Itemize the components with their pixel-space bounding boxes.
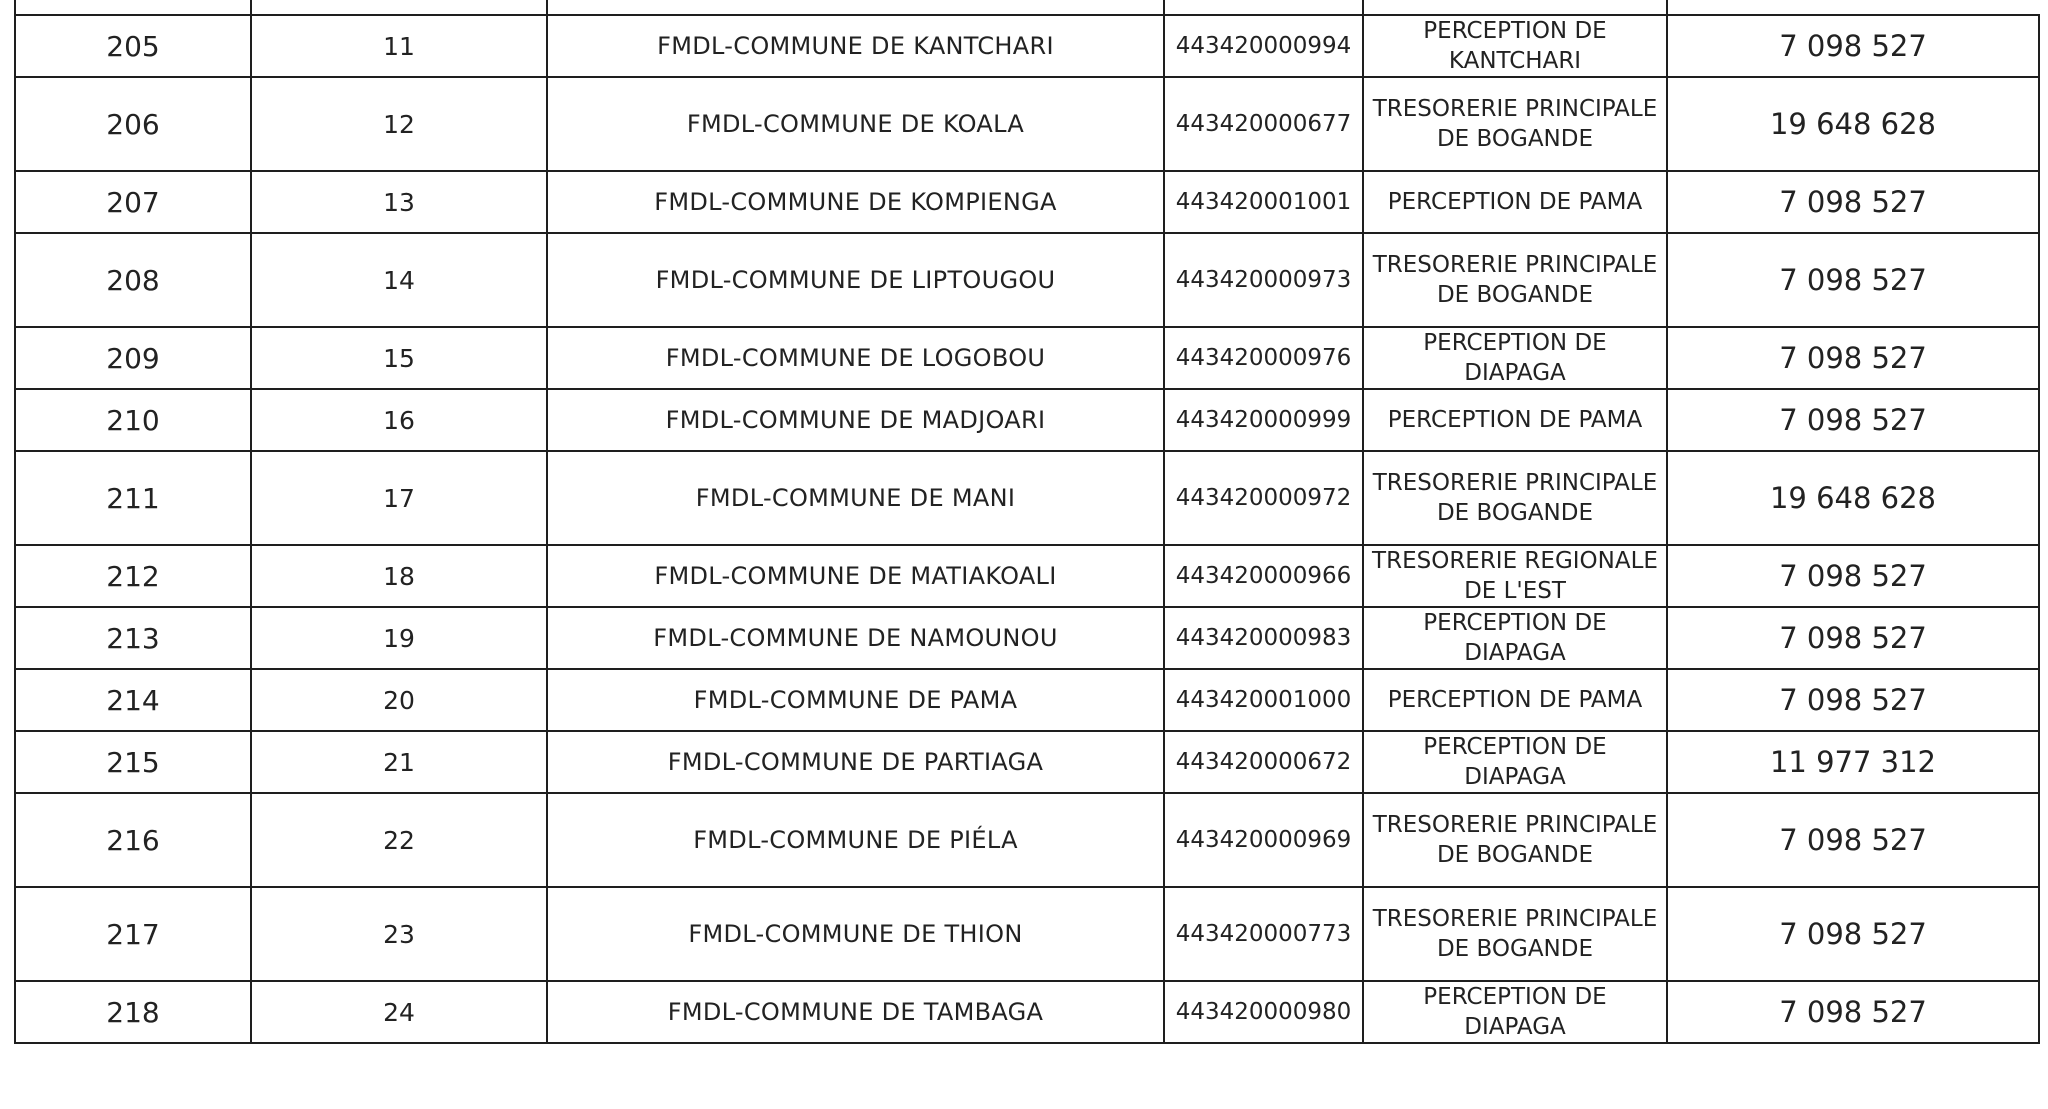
row-number-cell: 209: [15, 327, 251, 389]
amount-cell: 7 098 527: [1667, 171, 2039, 233]
table-row: [15, 451, 2039, 545]
table-body: [15, 0, 2039, 1043]
table-row: [15, 77, 2039, 171]
commune-name-cell: FMDL-COMMUNE DE LIPTOUGOU: [547, 233, 1164, 327]
row-index-cell: 14: [251, 233, 547, 327]
account-number-cell: 443420000999: [1164, 389, 1363, 451]
table-row: [15, 389, 2039, 451]
amount-cell: 19 648 628: [1667, 451, 2039, 545]
row-index-cell: 11: [251, 15, 547, 77]
commune-name-cell: FMDL-COMMUNE DE KOMPIENGA: [547, 171, 1164, 233]
treasury-office-cell: PERCEPTION DE DIAPAGA: [1363, 327, 1667, 389]
stub-cell: [1164, 0, 1363, 15]
amount-cell: 11 977 312: [1667, 731, 2039, 793]
row-number-cell: 208: [15, 233, 251, 327]
commune-name-cell: FMDL-COMMUNE DE TAMBAGA: [547, 981, 1164, 1043]
stub-cell: [1667, 0, 2039, 15]
table-row: [15, 607, 2039, 669]
row-index-cell: 12: [251, 77, 547, 171]
account-number-cell: 443420000973: [1164, 233, 1363, 327]
treasury-office-cell: PERCEPTION DE PAMA: [1363, 171, 1667, 233]
treasury-office-cell: TRESORERIE PRINCIPALE DE BOGANDE: [1363, 887, 1667, 981]
row-index-cell: 21: [251, 731, 547, 793]
row-index-cell: 22: [251, 793, 547, 887]
row-number-cell: 216: [15, 793, 251, 887]
commune-allocation-table: [14, 0, 2040, 1044]
table-row-continuation: [15, 0, 2039, 15]
account-number-cell: 443420000972: [1164, 451, 1363, 545]
amount-cell: 7 098 527: [1667, 607, 2039, 669]
account-number-cell: 443420000672: [1164, 731, 1363, 793]
stub-cell: [1363, 0, 1667, 15]
table-row: [15, 15, 2039, 77]
commune-name-cell: FMDL-COMMUNE DE PIÉLA: [547, 793, 1164, 887]
treasury-office-cell: TRESORERIE PRINCIPALE DE BOGANDE: [1363, 793, 1667, 887]
table-row: [15, 981, 2039, 1043]
row-number-cell: 206: [15, 77, 251, 171]
table-row: [15, 327, 2039, 389]
table-row: [15, 233, 2039, 327]
amount-cell: 7 098 527: [1667, 327, 2039, 389]
treasury-office-cell: PERCEPTION DE DIAPAGA: [1363, 607, 1667, 669]
commune-name-cell: FMDL-COMMUNE DE THION: [547, 887, 1164, 981]
account-number-cell: 443420000983: [1164, 607, 1363, 669]
account-number-cell: 443420001000: [1164, 669, 1363, 731]
treasury-office-cell: TRESORERIE PRINCIPALE DE BOGANDE: [1363, 233, 1667, 327]
commune-name-cell: FMDL-COMMUNE DE MANI: [547, 451, 1164, 545]
row-index-cell: 23: [251, 887, 547, 981]
table-row: [15, 887, 2039, 981]
amount-cell: 7 098 527: [1667, 15, 2039, 77]
row-index-cell: 18: [251, 545, 547, 607]
row-index-cell: 24: [251, 981, 547, 1043]
commune-name-cell: FMDL-COMMUNE DE PAMA: [547, 669, 1164, 731]
commune-name-cell: FMDL-COMMUNE DE NAMOUNOU: [547, 607, 1164, 669]
amount-cell: 7 098 527: [1667, 233, 2039, 327]
amount-cell: 7 098 527: [1667, 669, 2039, 731]
treasury-office-cell: PERCEPTION DE PAMA: [1363, 389, 1667, 451]
row-number-cell: 205: [15, 15, 251, 77]
account-number-cell: 443420000677: [1164, 77, 1363, 171]
row-index-cell: 20: [251, 669, 547, 731]
treasury-office-cell: TRESORERIE PRINCIPALE DE BOGANDE: [1363, 77, 1667, 171]
commune-name-cell: FMDL-COMMUNE DE MADJOARI: [547, 389, 1164, 451]
account-number-cell: 443420000994: [1164, 15, 1363, 77]
row-number-cell: 214: [15, 669, 251, 731]
stub-cell: [251, 0, 547, 15]
row-number-cell: 210: [15, 389, 251, 451]
row-index-cell: 16: [251, 389, 547, 451]
row-number-cell: 215: [15, 731, 251, 793]
row-index-cell: 15: [251, 327, 547, 389]
table-row: [15, 545, 2039, 607]
amount-cell: 7 098 527: [1667, 793, 2039, 887]
account-number-cell: 443420000969: [1164, 793, 1363, 887]
treasury-office-cell: TRESORERIE PRINCIPALE DE BOGANDE: [1363, 451, 1667, 545]
commune-name-cell: FMDL-COMMUNE DE KOALA: [547, 77, 1164, 171]
account-number-cell: 443420000980: [1164, 981, 1363, 1043]
account-number-cell: 443420000966: [1164, 545, 1363, 607]
amount-cell: 7 098 527: [1667, 887, 2039, 981]
commune-name-cell: FMDL-COMMUNE DE LOGOBOU: [547, 327, 1164, 389]
treasury-office-cell: TRESORERIE REGIONALE DE L'EST: [1363, 545, 1667, 607]
row-number-cell: 218: [15, 981, 251, 1043]
row-index-cell: 17: [251, 451, 547, 545]
row-index-cell: 13: [251, 171, 547, 233]
treasury-office-cell: PERCEPTION DE DIAPAGA: [1363, 731, 1667, 793]
row-number-cell: 217: [15, 887, 251, 981]
amount-cell: 7 098 527: [1667, 545, 2039, 607]
treasury-office-cell: PERCEPTION DE DIAPAGA: [1363, 981, 1667, 1043]
row-number-cell: 212: [15, 545, 251, 607]
row-number-cell: 211: [15, 451, 251, 545]
commune-name-cell: FMDL-COMMUNE DE MATIAKOALI: [547, 545, 1164, 607]
commune-name-cell: FMDL-COMMUNE DE PARTIAGA: [547, 731, 1164, 793]
table-row: [15, 669, 2039, 731]
stub-cell: [15, 0, 251, 15]
row-number-cell: 213: [15, 607, 251, 669]
table-row: [15, 731, 2039, 793]
table-row: [15, 793, 2039, 887]
treasury-office-cell: PERCEPTION DE PAMA: [1363, 669, 1667, 731]
row-number-cell: 207: [15, 171, 251, 233]
treasury-office-cell: PERCEPTION DE KANTCHARI: [1363, 15, 1667, 77]
stub-cell: [547, 0, 1164, 15]
amount-cell: 7 098 527: [1667, 389, 2039, 451]
account-number-cell: 443420000976: [1164, 327, 1363, 389]
row-index-cell: 19: [251, 607, 547, 669]
table-row: [15, 171, 2039, 233]
commune-name-cell: FMDL-COMMUNE DE KANTCHARI: [547, 15, 1164, 77]
amount-cell: 19 648 628: [1667, 77, 2039, 171]
amount-cell: 7 098 527: [1667, 981, 2039, 1043]
account-number-cell: 443420001001: [1164, 171, 1363, 233]
account-number-cell: 443420000773: [1164, 887, 1363, 981]
